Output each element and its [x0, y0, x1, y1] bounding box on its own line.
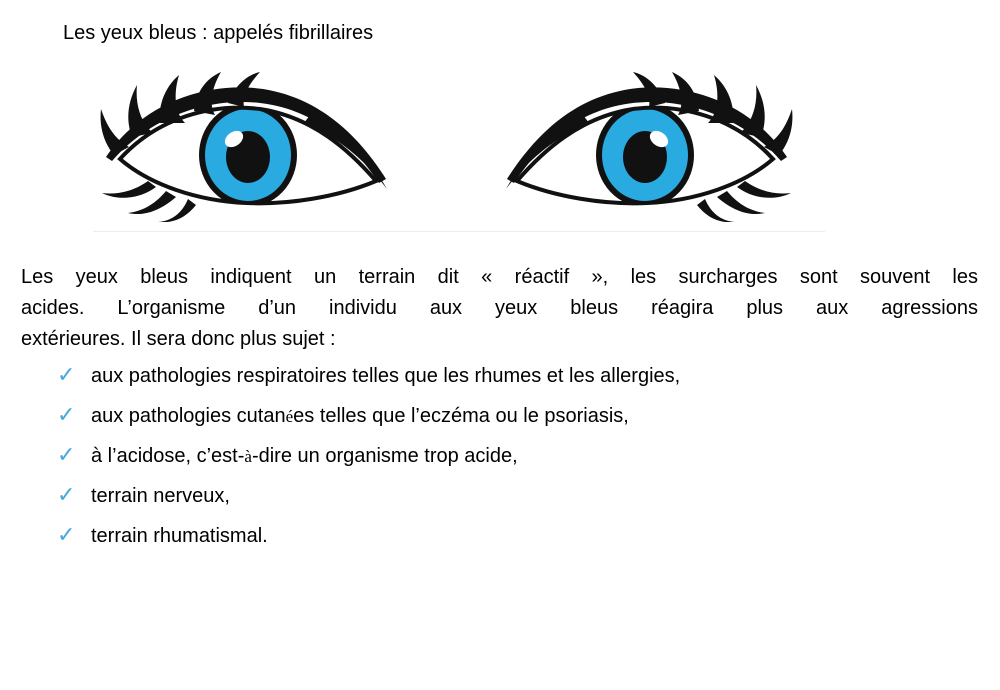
blue-eyes-illustration: [0, 0, 1000, 250]
list-item: [57, 440, 957, 470]
list-item-text: aux pathologies cutanées telles que l’eczéma ou le psoriasis,: [91, 405, 629, 427]
list-item: [57, 520, 957, 550]
list-item: [57, 480, 957, 510]
check-icon: ✓: [57, 402, 76, 427]
right-eye-image: [495, 70, 795, 222]
check-icon: ✓: [57, 522, 76, 547]
intro-paragraph: [21, 262, 978, 355]
illustration-bottom-edge: [93, 231, 825, 232]
list-item-text: à l’acidose, c’est-à-dire un organisme trop acide,: [91, 445, 518, 467]
paragraph-line: extérieures. Il sera donc plus sujet :: [21, 328, 336, 350]
list-item: [57, 400, 957, 430]
check-icon: ✓: [57, 442, 76, 467]
check-icon: ✓: [57, 362, 76, 387]
page-title: Les yeux bleus : appelés fibrillaires: [63, 22, 374, 44]
left-eye-image: [98, 70, 398, 222]
list-item-text: terrain rhumatismal.: [91, 525, 268, 547]
list-item-text: terrain nerveux,: [91, 485, 230, 507]
paragraph-line: Les yeux bleus indiquent un terrain dit « réactif », les surcharges sont souvent les: [21, 266, 978, 288]
pathologies-checklist: [57, 360, 957, 560]
list-item-text: aux pathologies respiratoires telles que les rhumes et les allergies,: [91, 365, 681, 387]
list-item: [57, 360, 957, 390]
check-icon: ✓: [57, 482, 76, 507]
paragraph-line: acides. L’organisme d’un individu aux yeux bleus réagira plus aux agressions: [21, 297, 978, 319]
